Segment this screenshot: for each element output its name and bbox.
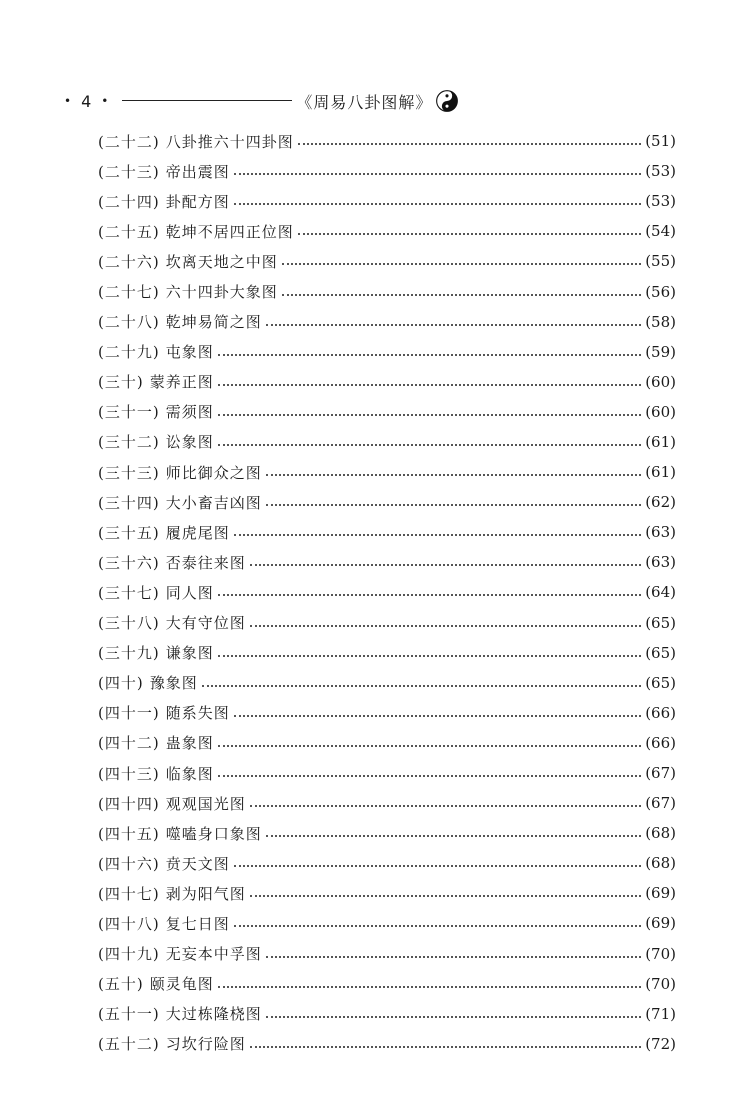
dot-leader <box>218 745 641 747</box>
dot-leader <box>266 1016 641 1018</box>
toc-entry-page: (72) <box>645 1034 676 1053</box>
dot-leader <box>266 474 641 476</box>
dot-leader <box>298 233 641 235</box>
toc-entry-number: (五十) <box>98 975 144 994</box>
toc-entry[interactable] <box>98 577 676 607</box>
toc-entry-page: (65) <box>645 643 676 662</box>
toc-entry-title: 随系失图 <box>165 704 230 723</box>
toc-entry-page: (69) <box>645 884 676 903</box>
toc-entry[interactable] <box>98 848 676 878</box>
dot-leader <box>218 986 641 988</box>
toc-entry-title: 剥为阳气图 <box>165 884 246 903</box>
dot-leader <box>250 1046 641 1048</box>
toc-entry-number: (四十九) <box>98 945 160 964</box>
toc-entry-page: (54) <box>645 222 676 241</box>
dot-leader <box>282 263 641 265</box>
toc-entry-number: (四十五) <box>98 824 160 843</box>
toc-entry-title: 大有守位图 <box>165 614 246 633</box>
toc-entry[interactable] <box>98 878 676 908</box>
toc-entry-number: (二十五) <box>98 222 160 241</box>
toc-entry-page: (53) <box>645 192 676 211</box>
toc-entry-number: (三十八) <box>98 614 160 633</box>
toc-entry[interactable] <box>98 126 676 156</box>
taiji-icon <box>436 90 458 112</box>
toc-entry-page: (65) <box>645 613 676 632</box>
toc-entry-page: (53) <box>645 162 676 181</box>
toc-entry-title: 六十四卦大象图 <box>165 283 278 302</box>
book-title: 《周易八卦图解》 <box>296 92 433 112</box>
toc-entry[interactable] <box>98 367 676 397</box>
toc-entry-title: 习坎行险图 <box>165 1035 246 1054</box>
dot-leader <box>250 895 641 897</box>
toc-entry-number: (四十六) <box>98 854 160 873</box>
toc-entry[interactable] <box>98 246 676 276</box>
toc-entry-title: 需须图 <box>165 403 214 422</box>
toc-entry[interactable] <box>98 216 676 246</box>
toc-entry-page: (70) <box>645 944 676 963</box>
toc-entry-page: (63) <box>645 523 676 542</box>
toc-entry[interactable] <box>98 156 676 186</box>
dot-leader <box>266 835 641 837</box>
toc-entry-title: 观观国光图 <box>165 794 246 813</box>
toc-entry[interactable] <box>98 457 676 487</box>
toc-entry-number: (四十) <box>98 674 144 693</box>
toc-entry-number: (五十一) <box>98 1005 160 1024</box>
toc-entry[interactable] <box>98 999 676 1029</box>
toc-entry-number: (四十一) <box>98 704 160 723</box>
toc-entry[interactable] <box>98 547 676 577</box>
toc-entry[interactable] <box>98 517 676 547</box>
toc-entry-title: 师比御众之图 <box>165 463 262 482</box>
toc-entry-title: 蛊象图 <box>165 734 214 753</box>
toc-entry-title: 卦配方图 <box>165 192 230 211</box>
toc-entry[interactable] <box>98 758 676 788</box>
dot-leader <box>202 685 641 687</box>
toc-entry[interactable] <box>98 698 676 728</box>
toc-entry-title: 乾坤不居四正位图 <box>165 222 294 241</box>
toc-entry[interactable] <box>98 1029 676 1059</box>
toc-entry-page: (51) <box>645 132 676 151</box>
toc-entry-number: (三十二) <box>98 433 160 452</box>
toc-entry-number: (二十八) <box>98 313 160 332</box>
toc-entry[interactable] <box>98 397 676 427</box>
dot-leader <box>218 655 641 657</box>
toc-entry-number: (五十二) <box>98 1035 160 1054</box>
toc-entry-number: (四十八) <box>98 914 160 933</box>
toc-entry-title: 临象图 <box>165 764 214 783</box>
toc-entry-number: (二十四) <box>98 192 160 211</box>
toc-entry-page: (68) <box>645 854 676 873</box>
dot-leader <box>266 504 641 506</box>
toc-entry-title: 噬嗑身口象图 <box>165 824 262 843</box>
toc-entry[interactable] <box>98 608 676 638</box>
toc-entry-title: 同人图 <box>165 583 214 602</box>
toc-entry-number: (二十七) <box>98 283 160 302</box>
toc-entry-page: (67) <box>645 794 676 813</box>
toc-entry-title: 颐灵龟图 <box>149 975 214 994</box>
toc-entry-page: (56) <box>645 282 676 301</box>
toc-entry-number: (四十三) <box>98 764 160 783</box>
toc-entry-page: (58) <box>645 312 676 331</box>
toc-entry-title: 大过栋隆桡图 <box>165 1005 262 1024</box>
toc-entry-title: 否泰往来图 <box>165 553 246 572</box>
header-dot-right: • <box>101 94 109 108</box>
toc-entry-number: (四十七) <box>98 884 160 903</box>
toc-entry-number: (三十六) <box>98 553 160 572</box>
toc-entry-number: (二十六) <box>98 252 160 271</box>
dot-leader <box>266 956 641 958</box>
toc-entry[interactable] <box>98 276 676 306</box>
page-number: 4 <box>81 91 92 111</box>
toc-entry-page: (61) <box>645 432 676 451</box>
dot-leader <box>218 354 641 356</box>
dot-leader <box>234 534 641 536</box>
toc-entry-title: 大小畜吉凶图 <box>165 493 262 512</box>
toc-entry-title: 坎离天地之中图 <box>165 252 278 271</box>
toc-entry-title: 无妄本中孚图 <box>165 945 262 964</box>
toc-entry[interactable] <box>98 728 676 758</box>
dot-leader <box>234 173 641 175</box>
toc-entry-title: 复七日图 <box>165 914 230 933</box>
toc-entry-title: 乾坤易简之图 <box>165 313 262 332</box>
dot-leader <box>282 294 641 296</box>
dot-leader <box>266 324 641 326</box>
toc-entry-number: (三十一) <box>98 403 160 422</box>
toc-entry-title: 八卦推六十四卦图 <box>165 132 294 151</box>
dot-leader <box>234 865 641 867</box>
dot-leader <box>218 775 641 777</box>
toc-entry-number: (三十三) <box>98 463 160 482</box>
toc-entry[interactable] <box>98 487 676 517</box>
toc-entry-page: (55) <box>645 252 676 271</box>
dot-leader <box>218 414 641 416</box>
toc-entry-page: (68) <box>645 824 676 843</box>
toc-entry-number: (二十九) <box>98 343 160 362</box>
toc-entry[interactable] <box>98 939 676 969</box>
toc-entry-page: (63) <box>645 553 676 572</box>
dot-leader <box>234 715 641 717</box>
toc-entry-title: 讼象图 <box>165 433 214 452</box>
toc-entry[interactable] <box>98 908 676 938</box>
toc-entry-number: (三十九) <box>98 644 160 663</box>
dot-leader <box>250 625 641 627</box>
toc-entry-page: (67) <box>645 764 676 783</box>
toc-entry-page: (69) <box>645 914 676 933</box>
toc-entry[interactable] <box>98 969 676 999</box>
toc-entry[interactable] <box>98 818 676 848</box>
toc-entry-title: 谦象图 <box>165 644 214 663</box>
toc-entry-page: (66) <box>645 703 676 722</box>
toc-entry-title: 履虎尾图 <box>165 523 230 542</box>
dot-leader <box>234 925 641 927</box>
toc-entry-title: 屯象图 <box>165 343 214 362</box>
dot-leader <box>250 805 641 807</box>
toc-entry-number: (三十七) <box>98 583 160 602</box>
toc-entry-number: (三十) <box>98 373 144 392</box>
toc-entry-number: (二十三) <box>98 162 160 181</box>
toc-entry-page: (62) <box>645 493 676 512</box>
toc-entry-number: (四十二) <box>98 734 160 753</box>
toc-entry-page: (64) <box>645 583 676 602</box>
toc-entry[interactable] <box>98 668 676 698</box>
header-dot-left: • <box>64 94 72 108</box>
dot-leader <box>298 143 641 145</box>
dot-leader <box>218 444 641 446</box>
toc-entry-page: (70) <box>645 974 676 993</box>
toc-entry-number: (二十二) <box>98 132 160 151</box>
toc-entry-page: (61) <box>645 463 676 482</box>
header-rule <box>122 100 292 101</box>
dot-leader <box>234 203 641 205</box>
toc-entry-page: (66) <box>645 733 676 752</box>
toc-entry-number: (三十五) <box>98 523 160 542</box>
table-of-contents <box>98 126 676 1059</box>
running-header <box>60 88 480 114</box>
toc-entry-number: (四十四) <box>98 794 160 813</box>
toc-entry-title: 蒙养正图 <box>149 373 214 392</box>
dot-leader <box>250 564 641 566</box>
toc-entry[interactable] <box>98 337 676 367</box>
toc-entry-number: (三十四) <box>98 493 160 512</box>
toc-entry-page: (65) <box>645 673 676 692</box>
dot-leader <box>218 594 641 596</box>
toc-entry-page: (60) <box>645 402 676 421</box>
dot-leader <box>218 384 641 386</box>
toc-entry[interactable] <box>98 788 676 818</box>
toc-entry-page: (59) <box>645 342 676 361</box>
toc-entry[interactable] <box>98 186 676 216</box>
toc-entry-title: 帝出震图 <box>165 162 230 181</box>
toc-entry-title: 贲天文图 <box>165 854 230 873</box>
toc-entry[interactable] <box>98 638 676 668</box>
toc-entry-title: 豫象图 <box>149 674 198 693</box>
toc-entry[interactable] <box>98 307 676 337</box>
toc-entry-page: (60) <box>645 372 676 391</box>
toc-entry-page: (71) <box>645 1004 676 1023</box>
toc-entry[interactable] <box>98 427 676 457</box>
